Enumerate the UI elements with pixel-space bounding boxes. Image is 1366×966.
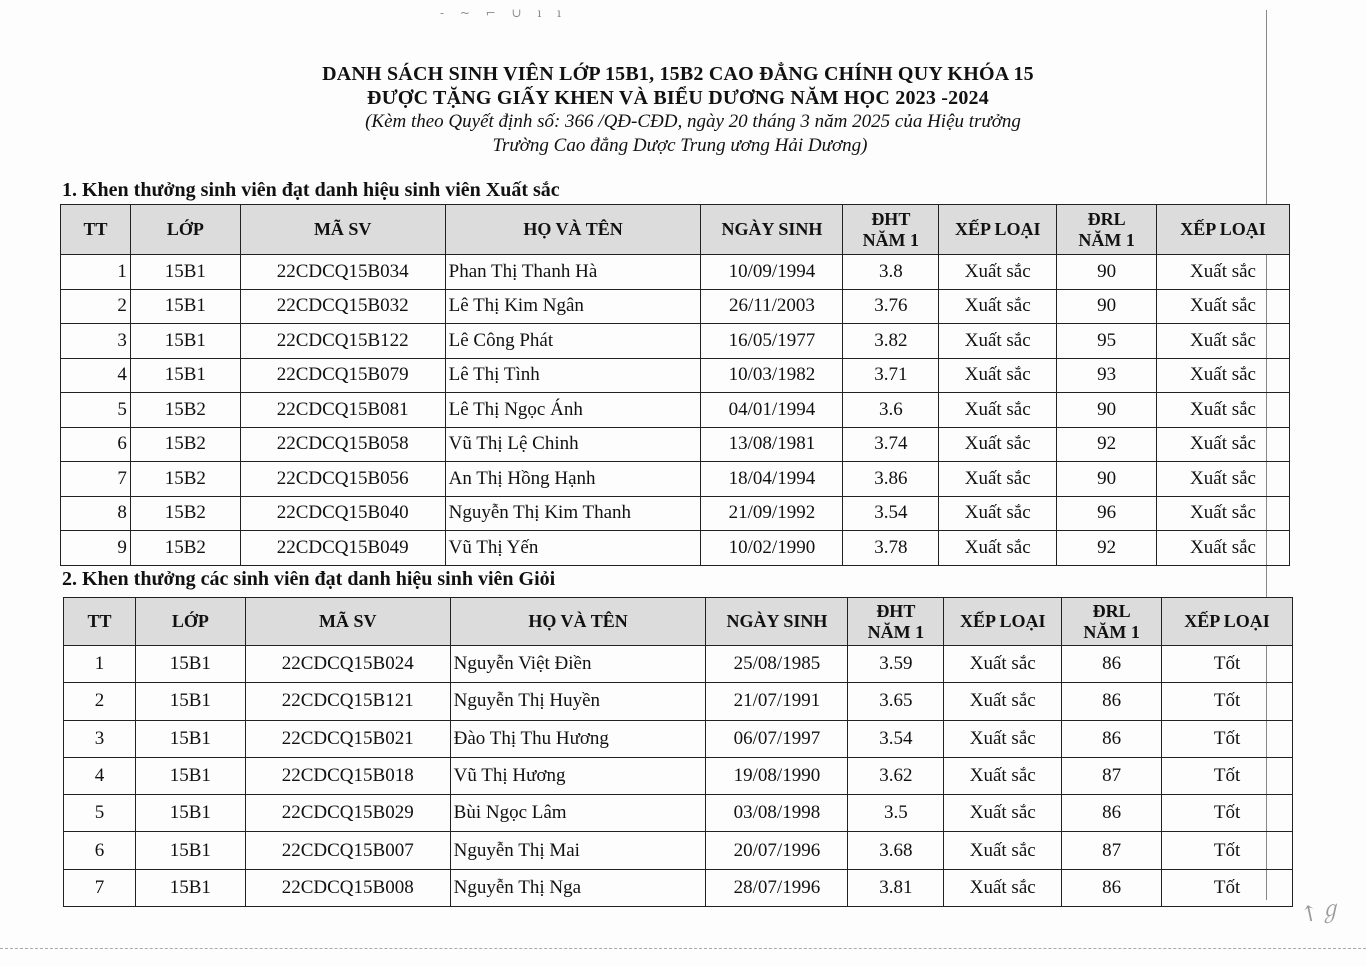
cell-tt: 4 bbox=[61, 358, 131, 393]
cell-hoten: Nguyễn Thị Kim Thanh bbox=[445, 496, 701, 531]
cell-masv: 22CDCQ15B121 bbox=[245, 683, 450, 720]
cell-tt: 3 bbox=[64, 720, 136, 757]
col-header-tt: TT bbox=[64, 598, 136, 646]
cell-hoten: Đào Thị Thu Hương bbox=[450, 720, 706, 757]
cell-ngaysinh: 21/07/1991 bbox=[706, 683, 848, 720]
table-row bbox=[61, 255, 1290, 290]
cell-drl: 86 bbox=[1062, 646, 1162, 683]
cell-tt: 7 bbox=[64, 869, 136, 906]
cell-dht: 3.86 bbox=[843, 462, 939, 497]
col-header-lop: LỚP bbox=[135, 598, 245, 646]
table-header-row bbox=[64, 598, 1293, 646]
cell-xeploai-2: Tốt bbox=[1162, 869, 1293, 906]
cell-ngaysinh: 10/09/1994 bbox=[701, 255, 843, 290]
title-line-2: ĐƯỢC TẶNG GIẤY KHEN VÀ BIỂU DƯƠNG NĂM HỌC 2023 -2024 bbox=[367, 87, 989, 109]
cell-tt: 2 bbox=[61, 289, 131, 324]
table-row bbox=[61, 324, 1290, 359]
cell-drl: 92 bbox=[1057, 427, 1157, 462]
cell-hoten: Bùi Ngọc Lâm bbox=[450, 795, 706, 832]
cell-tt: 1 bbox=[64, 646, 136, 683]
cell-lop: 15B2 bbox=[130, 462, 240, 497]
cell-lop: 15B2 bbox=[130, 427, 240, 462]
cell-xeploai-1: Xuất sắc bbox=[944, 795, 1062, 832]
cell-drl: 86 bbox=[1062, 795, 1162, 832]
cell-tt: 6 bbox=[61, 427, 131, 462]
cell-masv: 22CDCQ15B021 bbox=[245, 720, 450, 757]
cell-dht: 3.78 bbox=[843, 531, 939, 566]
col-header-lop: LỚP bbox=[130, 205, 240, 255]
cell-hoten: Nguyễn Thị Huyền bbox=[450, 683, 706, 720]
cell-ngaysinh: 19/08/1990 bbox=[706, 757, 848, 794]
cell-ngaysinh: 21/09/1992 bbox=[701, 496, 843, 531]
handwritten-mark: ↑ℊ bbox=[1298, 896, 1344, 929]
col-header-drl-line2: NĂM 1 bbox=[1078, 229, 1135, 250]
cell-hoten: Nguyễn Thị Mai bbox=[450, 832, 706, 869]
col-header-drl bbox=[1057, 205, 1157, 255]
section-1-title: 1. Khen thưởng sinh viên đạt danh hiệu sinh viên Xuất sắc bbox=[62, 179, 560, 201]
cell-ngaysinh: 26/11/2003 bbox=[701, 289, 843, 324]
cell-drl: 90 bbox=[1057, 289, 1157, 324]
cell-xeploai-2: Tốt bbox=[1162, 683, 1293, 720]
cell-hoten: An Thị Hồng Hạnh bbox=[445, 462, 701, 497]
subtitle-line-2: Trường Cao đẳng Dược Trung ương Hải Dương) bbox=[492, 135, 868, 156]
cell-tt: 5 bbox=[64, 795, 136, 832]
cell-lop: 15B1 bbox=[130, 289, 240, 324]
col-header-dht-line1: ĐHT bbox=[871, 208, 911, 229]
cell-xeploai-1: Xuất sắc bbox=[939, 255, 1057, 290]
cell-tt: 7 bbox=[61, 462, 131, 497]
cell-masv: 22CDCQ15B081 bbox=[240, 393, 445, 428]
cell-hoten: Nguyễn Thị Nga bbox=[450, 869, 706, 906]
cell-tt: 6 bbox=[64, 832, 136, 869]
cell-dht: 3.65 bbox=[848, 683, 944, 720]
cell-lop: 15B1 bbox=[135, 795, 245, 832]
cell-drl: 87 bbox=[1062, 832, 1162, 869]
col-header-ngaysinh: NGÀY SINH bbox=[701, 205, 843, 255]
cell-xeploai-1: Xuất sắc bbox=[939, 289, 1057, 324]
cell-drl: 95 bbox=[1057, 324, 1157, 359]
col-header-xeploai-1: XẾP LOẠI bbox=[944, 598, 1062, 646]
cell-xeploai-1: Xuất sắc bbox=[939, 427, 1057, 462]
cell-ngaysinh: 03/08/1998 bbox=[706, 795, 848, 832]
cell-lop: 15B1 bbox=[130, 358, 240, 393]
cell-drl: 86 bbox=[1062, 683, 1162, 720]
table-row bbox=[61, 289, 1290, 324]
section-2-title: 2. Khen thưởng các sinh viên đạt danh hiệu sinh viên Giỏi bbox=[62, 568, 556, 590]
cell-ngaysinh: 04/01/1994 bbox=[701, 393, 843, 428]
table-header-row bbox=[61, 205, 1290, 255]
cell-hoten: Lê Công Phát bbox=[445, 324, 701, 359]
table-row bbox=[61, 393, 1290, 428]
cell-masv: 22CDCQ15B122 bbox=[240, 324, 445, 359]
cell-xeploai-2: Xuất sắc bbox=[1157, 462, 1290, 497]
cell-xeploai-1: Xuất sắc bbox=[939, 324, 1057, 359]
cell-hoten: Lê Thị Ngọc Ánh bbox=[445, 393, 701, 428]
col-header-xeploai-1: XẾP LOẠI bbox=[939, 205, 1057, 255]
title-line-1: DANH SÁCH SINH VIÊN LỚP 15B1, 15B2 CAO ĐẲNG CHÍNH QUY KHÓA 15 bbox=[322, 63, 1034, 85]
cell-xeploai-1: Xuất sắc bbox=[944, 832, 1062, 869]
cell-xeploai-1: Xuất sắc bbox=[944, 869, 1062, 906]
col-header-drl-line2: NĂM 1 bbox=[1083, 621, 1140, 642]
cell-masv: 22CDCQ15B034 bbox=[240, 255, 445, 290]
col-header-tt: TT bbox=[61, 205, 131, 255]
col-header-xeploai-2: XẾP LOẠI bbox=[1157, 205, 1290, 255]
cell-dht: 3.5 bbox=[848, 795, 944, 832]
cell-masv: 22CDCQ15B058 bbox=[240, 427, 445, 462]
cell-xeploai-2: Xuất sắc bbox=[1157, 358, 1290, 393]
cell-tt: 9 bbox=[61, 531, 131, 566]
cell-drl: 93 bbox=[1057, 358, 1157, 393]
cell-xeploai-2: Tốt bbox=[1162, 720, 1293, 757]
table-row bbox=[64, 869, 1293, 906]
cell-drl: 86 bbox=[1062, 720, 1162, 757]
cell-ngaysinh: 20/07/1996 bbox=[706, 832, 848, 869]
cell-xeploai-1: Xuất sắc bbox=[944, 646, 1062, 683]
cell-drl: 86 bbox=[1062, 869, 1162, 906]
cell-xeploai-2: Xuất sắc bbox=[1157, 496, 1290, 531]
cell-dht: 3.54 bbox=[843, 496, 939, 531]
cell-masv: 22CDCQ15B018 bbox=[245, 757, 450, 794]
cell-hoten: Phan Thị Thanh Hà bbox=[445, 255, 701, 290]
document-header bbox=[0, 62, 1366, 158]
table-row bbox=[61, 427, 1290, 462]
cell-lop: 15B1 bbox=[135, 757, 245, 794]
cell-xeploai-1: Xuất sắc bbox=[939, 393, 1057, 428]
cell-ngaysinh: 28/07/1996 bbox=[706, 869, 848, 906]
col-header-masv: MÃ SV bbox=[245, 598, 450, 646]
cell-tt: 1 bbox=[61, 255, 131, 290]
table-row bbox=[61, 462, 1290, 497]
page-edge-rule bbox=[0, 948, 1366, 949]
cell-xeploai-2: Xuất sắc bbox=[1157, 531, 1290, 566]
cell-xeploai-2: Tốt bbox=[1162, 795, 1293, 832]
cell-dht: 3.6 bbox=[843, 393, 939, 428]
cell-ngaysinh: 16/05/1977 bbox=[701, 324, 843, 359]
cell-lop: 15B2 bbox=[130, 393, 240, 428]
cell-masv: 22CDCQ15B040 bbox=[240, 496, 445, 531]
table-row bbox=[64, 683, 1293, 720]
cell-tt: 3 bbox=[61, 324, 131, 359]
cell-dht: 3.59 bbox=[848, 646, 944, 683]
col-header-dht-line2: NĂM 1 bbox=[867, 621, 925, 642]
cell-drl: 90 bbox=[1057, 462, 1157, 497]
excellent-students-table bbox=[60, 204, 1290, 566]
cell-drl: 90 bbox=[1057, 393, 1157, 428]
cell-drl: 92 bbox=[1057, 531, 1157, 566]
cell-xeploai-2: Xuất sắc bbox=[1157, 324, 1290, 359]
cell-xeploai-2: Xuất sắc bbox=[1157, 427, 1290, 462]
col-header-drl-line1: ĐRL bbox=[1087, 208, 1126, 229]
table-row bbox=[64, 795, 1293, 832]
cell-xeploai-1: Xuất sắc bbox=[944, 720, 1062, 757]
cell-lop: 15B1 bbox=[130, 324, 240, 359]
col-header-dht bbox=[843, 205, 939, 255]
cell-masv: 22CDCQ15B007 bbox=[245, 832, 450, 869]
cell-masv: 22CDCQ15B056 bbox=[240, 462, 445, 497]
cell-lop: 15B1 bbox=[135, 720, 245, 757]
cell-dht: 3.82 bbox=[843, 324, 939, 359]
cell-xeploai-1: Xuất sắc bbox=[939, 531, 1057, 566]
table-row bbox=[61, 496, 1290, 531]
cell-xeploai-1: Xuất sắc bbox=[939, 462, 1057, 497]
cell-ngaysinh: 13/08/1981 bbox=[701, 427, 843, 462]
col-header-dht-line1: ĐHT bbox=[876, 600, 916, 621]
cell-dht: 3.76 bbox=[843, 289, 939, 324]
table-row bbox=[64, 646, 1293, 683]
cell-xeploai-1: Xuất sắc bbox=[939, 496, 1057, 531]
cell-dht: 3.74 bbox=[843, 427, 939, 462]
cell-xeploai-2: Xuất sắc bbox=[1157, 393, 1290, 428]
cell-ngaysinh: 10/02/1990 bbox=[701, 531, 843, 566]
col-header-drl-line1: ĐRL bbox=[1092, 600, 1131, 621]
cell-lop: 15B1 bbox=[135, 832, 245, 869]
cell-lop: 15B1 bbox=[135, 683, 245, 720]
cell-masv: 22CDCQ15B008 bbox=[245, 869, 450, 906]
cell-masv: 22CDCQ15B024 bbox=[245, 646, 450, 683]
cell-tt: 5 bbox=[61, 393, 131, 428]
cell-masv: 22CDCQ15B079 bbox=[240, 358, 445, 393]
scan-artifact: - ~ ⌐ ∪ ı ı bbox=[440, 6, 567, 20]
cell-dht: 3.62 bbox=[848, 757, 944, 794]
cell-dht: 3.71 bbox=[843, 358, 939, 393]
cell-masv: 22CDCQ15B032 bbox=[240, 289, 445, 324]
cell-xeploai-2: Tốt bbox=[1162, 832, 1293, 869]
col-header-ngaysinh: NGÀY SINH bbox=[706, 598, 848, 646]
col-header-drl bbox=[1062, 598, 1162, 646]
cell-tt: 2 bbox=[64, 683, 136, 720]
col-header-dht-line2: NĂM 1 bbox=[862, 229, 920, 250]
cell-dht: 3.68 bbox=[848, 832, 944, 869]
cell-xeploai-2: Tốt bbox=[1162, 757, 1293, 794]
cell-dht: 3.54 bbox=[848, 720, 944, 757]
cell-drl: 96 bbox=[1057, 496, 1157, 531]
col-header-hoten: HỌ VÀ TÊN bbox=[445, 205, 701, 255]
table-row bbox=[61, 531, 1290, 566]
cell-dht: 3.8 bbox=[843, 255, 939, 290]
table-row bbox=[61, 358, 1290, 393]
cell-xeploai-2: Xuất sắc bbox=[1157, 289, 1290, 324]
col-header-dht bbox=[848, 598, 944, 646]
cell-hoten: Vũ Thị Yến bbox=[445, 531, 701, 566]
cell-tt: 4 bbox=[64, 757, 136, 794]
table-row bbox=[64, 757, 1293, 794]
cell-ngaysinh: 25/08/1985 bbox=[706, 646, 848, 683]
cell-lop: 15B1 bbox=[135, 646, 245, 683]
cell-tt: 8 bbox=[61, 496, 131, 531]
cell-hoten: Vũ Thị Hương bbox=[450, 757, 706, 794]
cell-ngaysinh: 10/03/1982 bbox=[701, 358, 843, 393]
cell-xeploai-1: Xuất sắc bbox=[944, 757, 1062, 794]
cell-drl: 90 bbox=[1057, 255, 1157, 290]
col-header-hoten: HỌ VÀ TÊN bbox=[450, 598, 706, 646]
cell-dht: 3.81 bbox=[848, 869, 944, 906]
col-header-xeploai-2: XẾP LOẠI bbox=[1162, 598, 1293, 646]
good-students-table bbox=[63, 597, 1293, 907]
cell-lop: 15B2 bbox=[130, 531, 240, 566]
cell-xeploai-2: Tốt bbox=[1162, 646, 1293, 683]
cell-lop: 15B1 bbox=[135, 869, 245, 906]
cell-xeploai-1: Xuất sắc bbox=[939, 358, 1057, 393]
cell-lop: 15B2 bbox=[130, 496, 240, 531]
cell-hoten: Lê Thị Tình bbox=[445, 358, 701, 393]
cell-xeploai-1: Xuất sắc bbox=[944, 683, 1062, 720]
subtitle-line-1: (Kèm theo Quyết định số: 366 /QĐ-CĐD, ngày 20 tháng 3 năm 2025 của Hiệu trưởng bbox=[365, 111, 1021, 132]
cell-ngaysinh: 18/04/1994 bbox=[701, 462, 843, 497]
cell-hoten: Nguyễn Việt Điền bbox=[450, 646, 706, 683]
cell-masv: 22CDCQ15B029 bbox=[245, 795, 450, 832]
table-row bbox=[64, 832, 1293, 869]
cell-hoten: Lê Thị Kim Ngân bbox=[445, 289, 701, 324]
cell-lop: 15B1 bbox=[130, 255, 240, 290]
col-header-masv: MÃ SV bbox=[240, 205, 445, 255]
cell-xeploai-2: Xuất sắc bbox=[1157, 255, 1290, 290]
cell-drl: 87 bbox=[1062, 757, 1162, 794]
cell-ngaysinh: 06/07/1997 bbox=[706, 720, 848, 757]
cell-hoten: Vũ Thị Lệ Chinh bbox=[445, 427, 701, 462]
table-row bbox=[64, 720, 1293, 757]
cell-masv: 22CDCQ15B049 bbox=[240, 531, 445, 566]
